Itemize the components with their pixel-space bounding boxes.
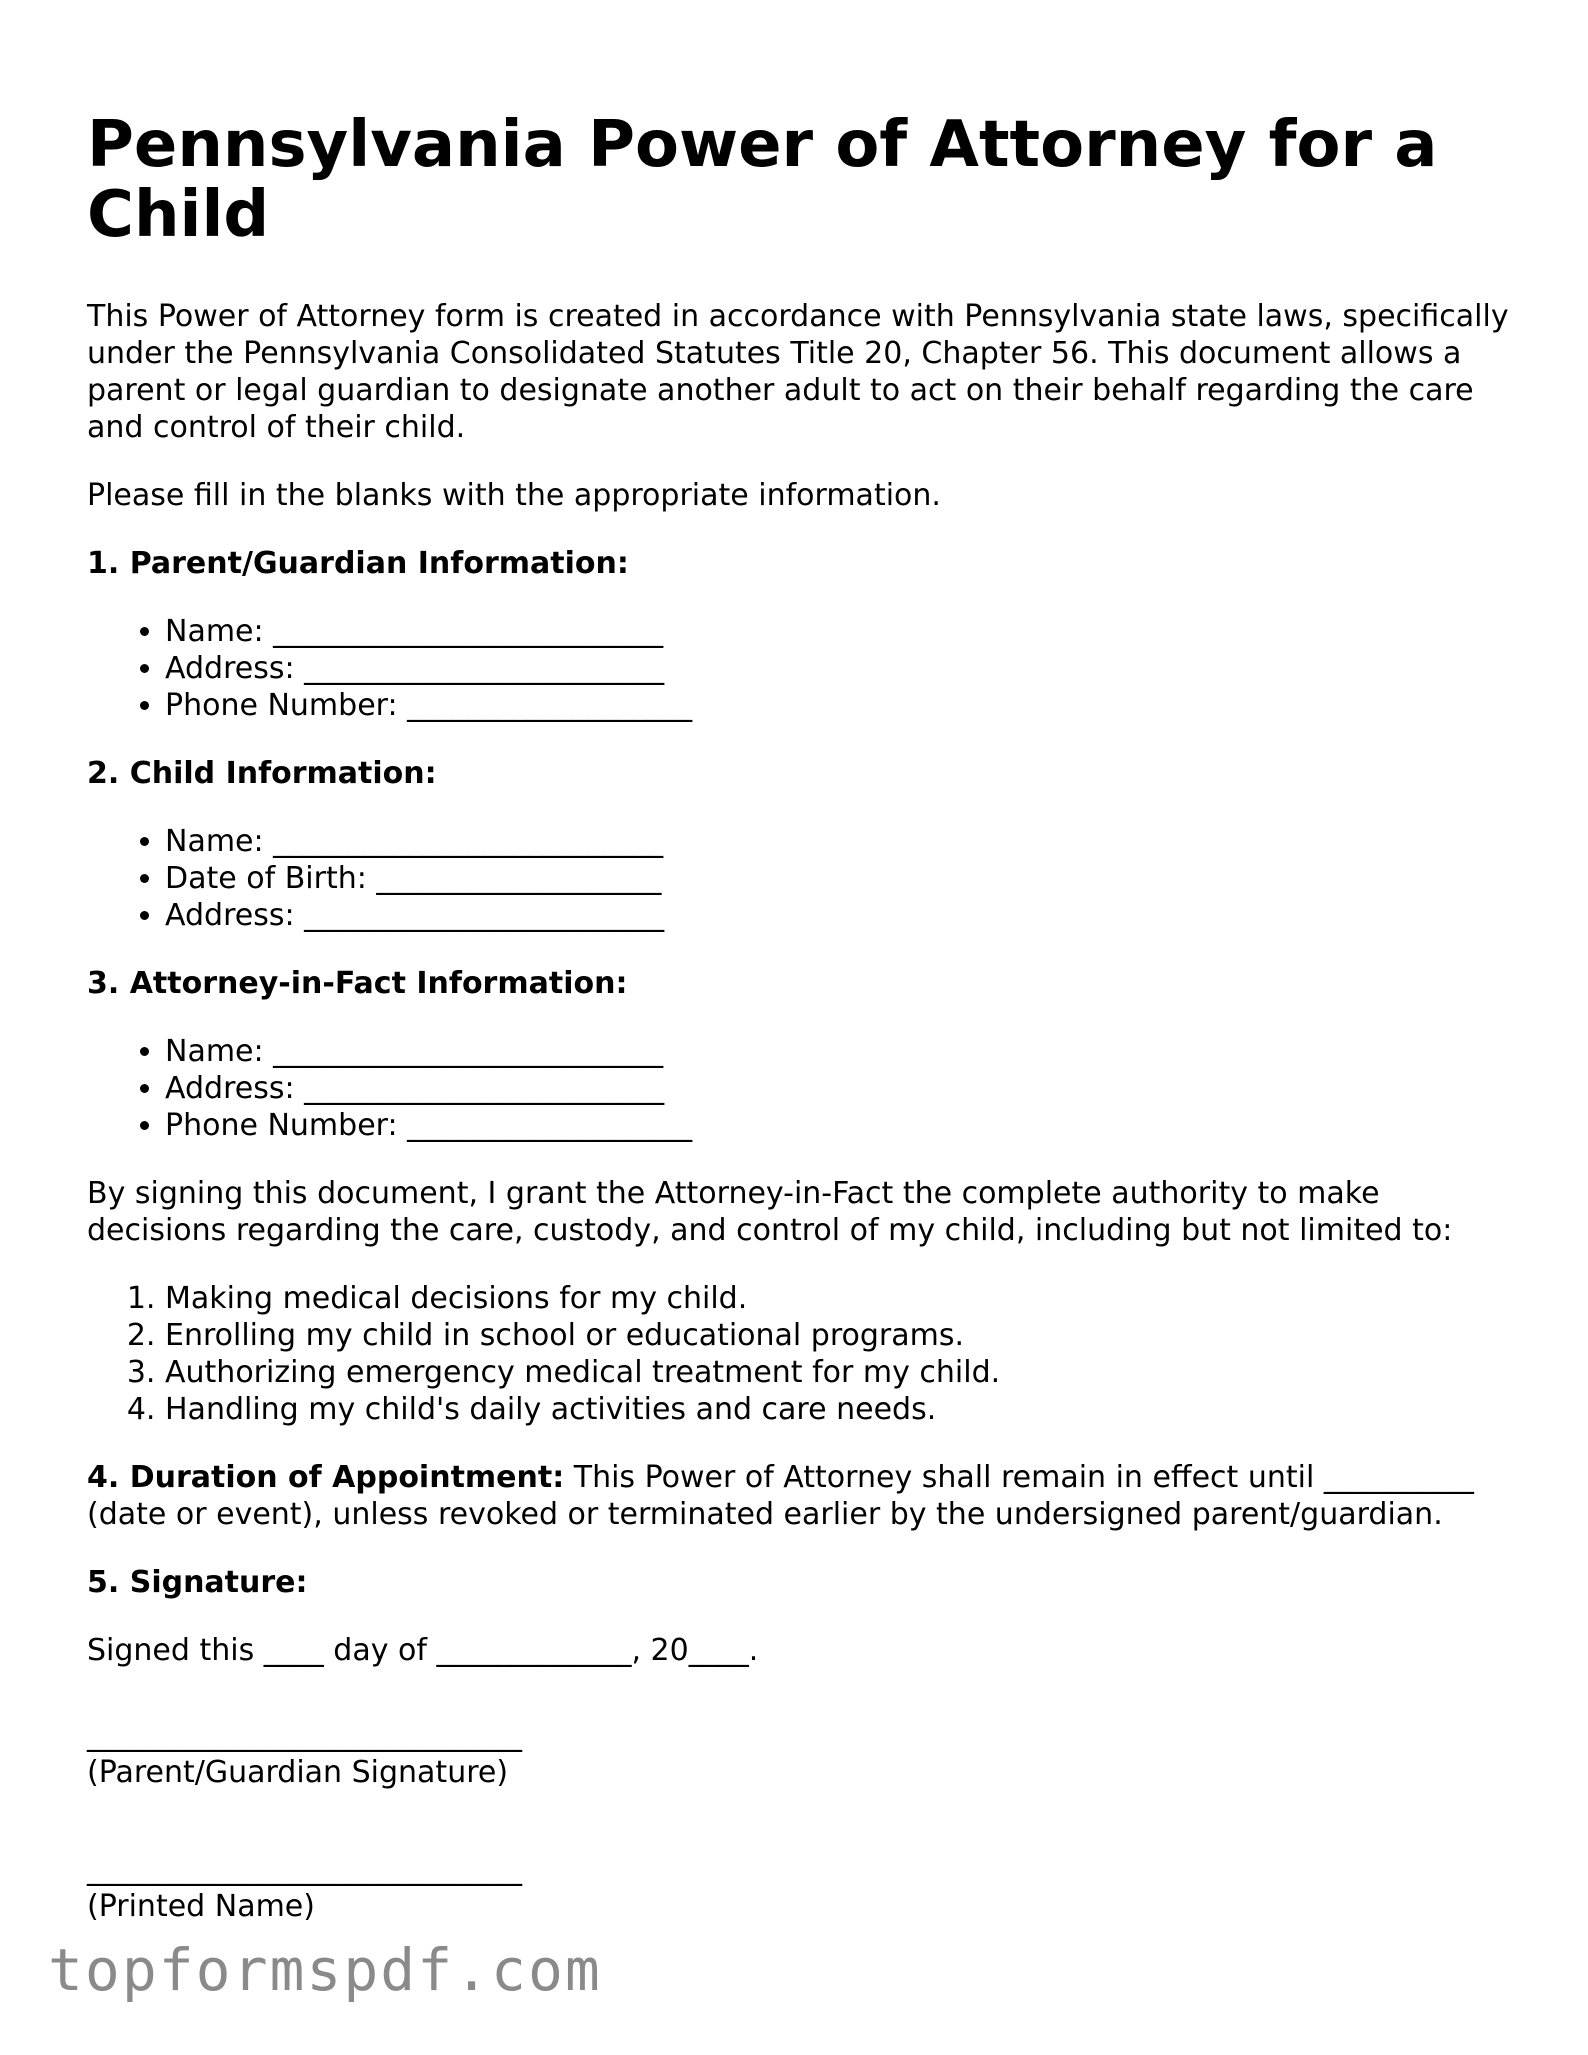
grant-paragraph: By signing this document, I grant the Attorney-in-Fact the complete authority to make decisions regarding the care, custody, and control of my child, including but not limited to: — [87, 1176, 1453, 1248]
intro-paragraph: This Power of Attorney form is created in accordance with Pennsylvania state laws, specifically under the Pennsylvania Consolidated Statutes Title 20, Chapter 56. This document allows a parent or legal guardian to designate another adult to act on their behalf regarding the care and control of their child. — [87, 299, 1509, 445]
attorney-address-field: • Address: ________________________ — [165, 1070, 1517, 1107]
watermark: topformspdf.com — [48, 1936, 602, 2004]
printed-name-block — [87, 1851, 1517, 1925]
printed-name-line: _____________________________ — [87, 1852, 522, 1887]
attorney-field-list — [87, 1033, 1517, 1144]
attorney-name-field: • Name: __________________________ — [165, 1033, 1517, 1070]
attorney-phone-field: • Phone Number: ___________________ — [165, 1107, 1517, 1144]
document-title: Pennsylvania Power of Attorney for a Child — [87, 108, 1438, 252]
duration-label: 4. Duration of Appointment: — [87, 1460, 565, 1495]
parent-section-heading: 1. Parent/Guardian Information: — [87, 546, 629, 581]
document-page — [87, 110, 1517, 1985]
duration-text: This Power of Attorney shall remain in effect until __________ (date or event), unless revoked or terminated earlier by the undersigned parent/guardian. — [87, 1460, 1474, 1532]
attorney-section-heading: 3. Attorney-in-Fact Information: — [87, 966, 628, 1001]
power-item: 2. Enrolling my child in school or educational programs. — [165, 1317, 1517, 1354]
parent-signature-line: _____________________________ — [87, 1718, 522, 1753]
child-name-field: • Name: __________________________ — [165, 823, 1517, 860]
instruction-paragraph: Please fill in the blanks with the appropriate information. — [87, 478, 941, 513]
signature-section-heading: 5. Signature: — [87, 1565, 308, 1600]
duration-paragraph — [87, 1459, 1517, 1533]
parent-signature-caption: (Parent/Guardian Signature) — [87, 1755, 509, 1790]
power-item: 4. Handling my child's daily activities and care needs. — [165, 1391, 1517, 1428]
child-field-list — [87, 823, 1517, 934]
power-item: 3. Authorizing emergency medical treatment for my child. — [165, 1354, 1517, 1391]
parent-field-list — [87, 613, 1517, 724]
powers-list — [87, 1280, 1517, 1428]
signed-date-line: Signed this ____ day of _____________, 20____. — [87, 1633, 759, 1668]
child-section-heading: 2. Child Information: — [87, 756, 437, 791]
child-address-field: • Address: ________________________ — [165, 897, 1517, 934]
parent-phone-field: • Phone Number: ___________________ — [165, 687, 1517, 724]
child-dob-field: • Date of Birth: ___________________ — [165, 860, 1517, 897]
power-item: 1. Making medical decisions for my child. — [165, 1280, 1517, 1317]
parent-signature-block — [87, 1717, 1517, 1791]
parent-name-field: • Name: __________________________ — [165, 613, 1517, 650]
printed-name-caption: (Printed Name) — [87, 1889, 315, 1924]
parent-address-field: • Address: ________________________ — [165, 650, 1517, 687]
